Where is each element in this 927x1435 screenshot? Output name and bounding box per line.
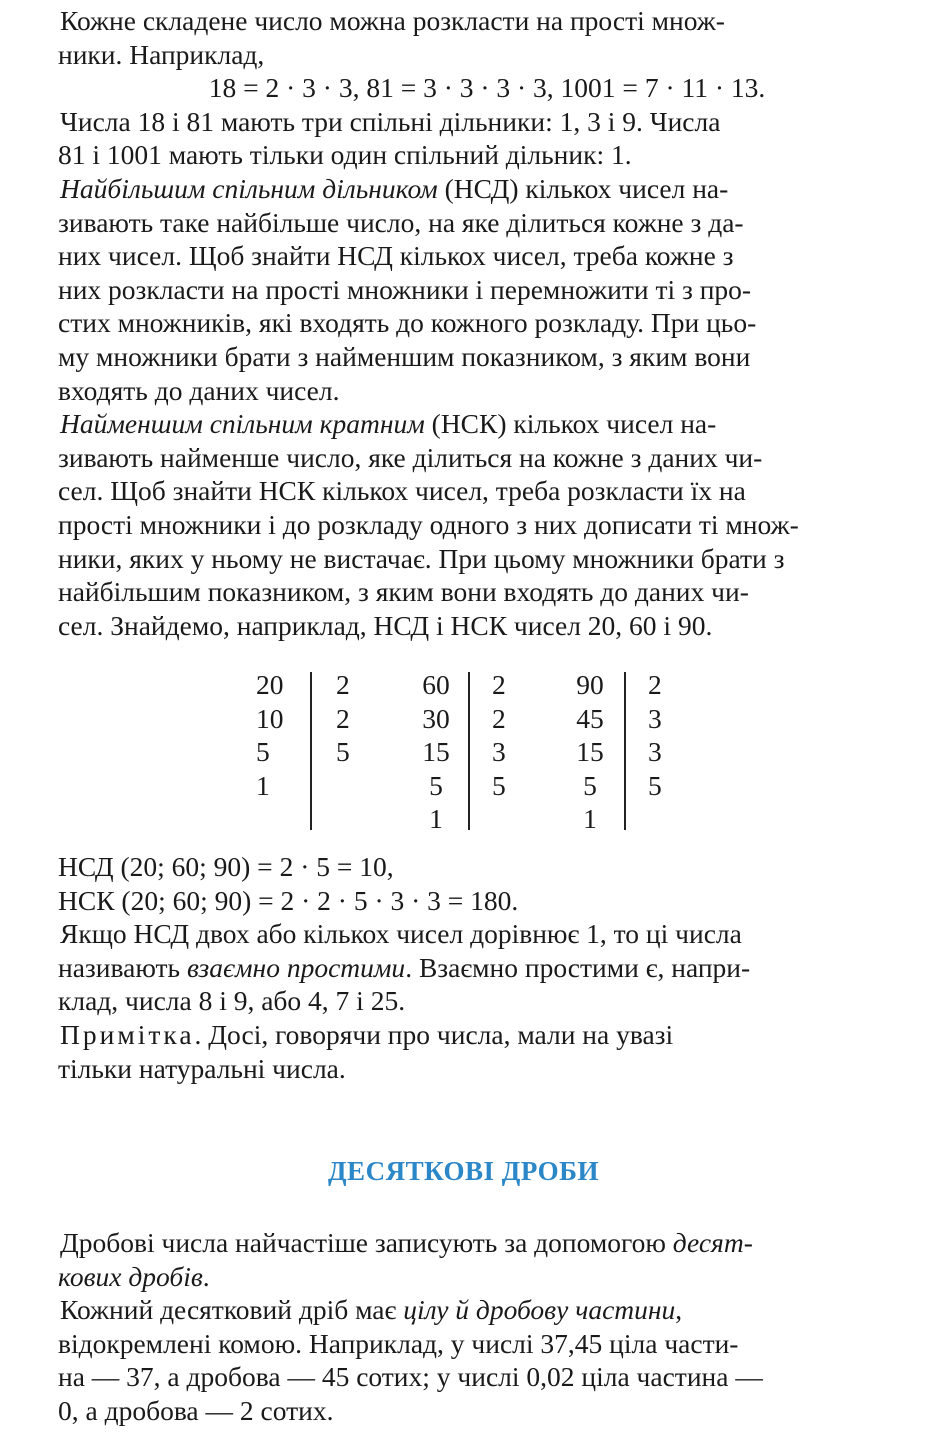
table-cell: 5: [648, 769, 662, 801]
divider-line: [468, 672, 470, 830]
col-20-factors: [336, 668, 350, 769]
coprime-line-2: [58, 951, 906, 985]
table-cell: 1: [583, 803, 597, 835]
table-cell: 2: [492, 702, 506, 734]
decimals-p1-line-2: [58, 1260, 906, 1294]
note-label: Примітка: [60, 1018, 195, 1050]
lcm-line-2: зивають найменше число, яке ділиться на кожне з даних чи-: [58, 441, 763, 473]
gcd-term: Найбільшим спільним дільником: [60, 172, 438, 204]
note-line-1: [58, 1018, 906, 1052]
col-90-factors: [648, 668, 662, 802]
lcm-line-7: сел. Знайдемо, наприклад, НСД і НСК чисел 20, 60 і 90.: [58, 609, 713, 641]
gcd-line-3: них чисел. Щоб знайти НСД кількох чисел, треба кожне з: [58, 240, 734, 272]
factorization-formula: 18 = 2 · 3 · 3, 81 = 3 · 3 · 3 · 3, 1001 = 7 · 11 · 13.: [208, 72, 766, 104]
integer-fraction-term: цілу й дробову частини: [403, 1294, 676, 1326]
lcm-line-6: найбільшим показником, з яким вони входять до даних чи-: [58, 576, 749, 608]
coprime-line-3: клад, числа 8 і 9, або 4, 7 і 25.: [58, 985, 406, 1017]
table-cell: 15: [576, 736, 604, 768]
intro-line-3: Числа 18 і 81 мають три спільні дільники: 1, 3 і 9. Числа: [60, 105, 721, 137]
coprime-line-2-post: . Взаємно простими є, напри-: [405, 951, 751, 983]
decimals-p2-line-1-pre: Кожний десятковий дріб має: [60, 1294, 404, 1326]
table-cell: 5: [336, 736, 350, 768]
gcd-line-1: [58, 172, 906, 206]
table-cell: 3: [492, 736, 506, 768]
note-line-1-rest: . Досі, говорячи про числа, мали на увазі: [194, 1018, 674, 1050]
decimals-p1-line-2-post: .: [202, 1260, 210, 1292]
lcm-line-1-rest: (НСК) кількох чисел на-: [424, 408, 717, 440]
lcm-line-5: ники, яких у ньому не вистачає. При цьому множники брати з: [58, 542, 785, 574]
decimals-term-part-2: кових дробів: [58, 1260, 203, 1292]
decimals-p2-line-1-post: ,: [675, 1294, 683, 1326]
table-cell: 5: [256, 736, 270, 768]
table-cell: 90: [576, 669, 604, 700]
gcd-line-6: му множники брати з найменшим показником, з яким вони: [58, 340, 751, 372]
coprime-line-1: Якщо НСД двох або кількох чисел дорівнює 1, то ці числа: [60, 918, 742, 950]
table-cell: 15: [422, 736, 450, 768]
gcd-result: НСД (20; 60; 90) = 2 · 5 = 10,: [58, 851, 394, 882]
gcd-line-7: входять до даних чисел.: [58, 374, 340, 406]
table-cell: 2: [492, 669, 506, 700]
note-line-2: тільки натуральні числа.: [58, 1052, 346, 1084]
intro-line-4: 81 і 1001 мають тільки один спільний дільник: 1.: [58, 139, 632, 171]
gcd-line-2: зивають таке найбільше число, на яке ділиться кожне з да-: [58, 206, 744, 238]
coprime-line-2-pre: називають: [58, 951, 187, 983]
table-cell: 5: [492, 769, 506, 801]
lcm-line-1: [58, 407, 906, 441]
col-90-numbers: [568, 668, 612, 836]
section-heading: ДЕСЯТКОВІ ДРОБИ: [327, 1156, 600, 1186]
table-cell: 10: [256, 702, 284, 734]
divider-line: [310, 672, 312, 830]
gcd-line-1-rest: (НСД) кількох чисел на-: [437, 172, 729, 204]
decimals-p2-line-2: відокремлені комою. Наприклад, у числі 37,45 ціла части-: [58, 1327, 739, 1359]
gcd-line-5: стих множників, які входять до кожного розкладу. При цьо-: [58, 307, 757, 339]
decimals-p2-line-4: 0, а дробова — 2 сотих.: [58, 1394, 334, 1426]
col-60-numbers: [414, 668, 458, 836]
decimals-term-part-1: десят-: [672, 1227, 753, 1258]
lcm-line-4: прості множники і до розкладу одного з них дописати ті множ-: [58, 508, 799, 540]
table-cell: 20: [256, 669, 284, 700]
lcm-term: Найменшим спільним кратним: [60, 408, 425, 440]
table-cell: 3: [648, 736, 662, 768]
coprime-term: взаємно простими: [186, 951, 406, 983]
col-60-factors: [492, 668, 506, 802]
table-cell: 2: [336, 702, 350, 734]
gcd-line-4: них розкласти на прості множники і перемножити ті з про-: [58, 273, 752, 305]
intro-line-1: Кожне складене число можна розкласти на прості множ-: [60, 5, 725, 36]
table-cell: 2: [648, 669, 662, 700]
lcm-result: НСК (20; 60; 90) = 2 · 2 · 5 · 3 · 3 = 180.: [58, 884, 519, 916]
table-cell: 45: [576, 702, 604, 734]
text-page: [58, 4, 906, 642]
decimals-p1-line-1: [58, 1226, 906, 1260]
decimals-p1-line-1-pre: Дробові числа найчастіше записують за допомогою: [60, 1227, 673, 1258]
table-cell: 30: [422, 702, 450, 734]
decimals-p2-line-3: на — 37, а дробова — 45 сотих; у числі 0,02 ціла частина —: [58, 1361, 763, 1393]
table-cell: 3: [648, 702, 662, 734]
table-cell: 5: [429, 769, 443, 801]
results-block: [58, 850, 906, 1085]
divider-line: [624, 672, 626, 830]
decimals-block: [58, 1226, 906, 1428]
table-cell: 60: [422, 669, 450, 700]
decimals-p2-line-1: [58, 1293, 906, 1327]
table-cell: 5: [583, 769, 597, 801]
col-20-numbers: [256, 668, 284, 802]
table-cell: 1: [256, 769, 270, 801]
intro-line-2: ники. Наприклад,: [58, 38, 265, 70]
table-cell: 2: [336, 669, 350, 700]
table-cell: 1: [429, 803, 443, 835]
lcm-line-3: сел. Щоб знайти НСК кількох чисел, треба розкласти їх на: [58, 475, 746, 507]
